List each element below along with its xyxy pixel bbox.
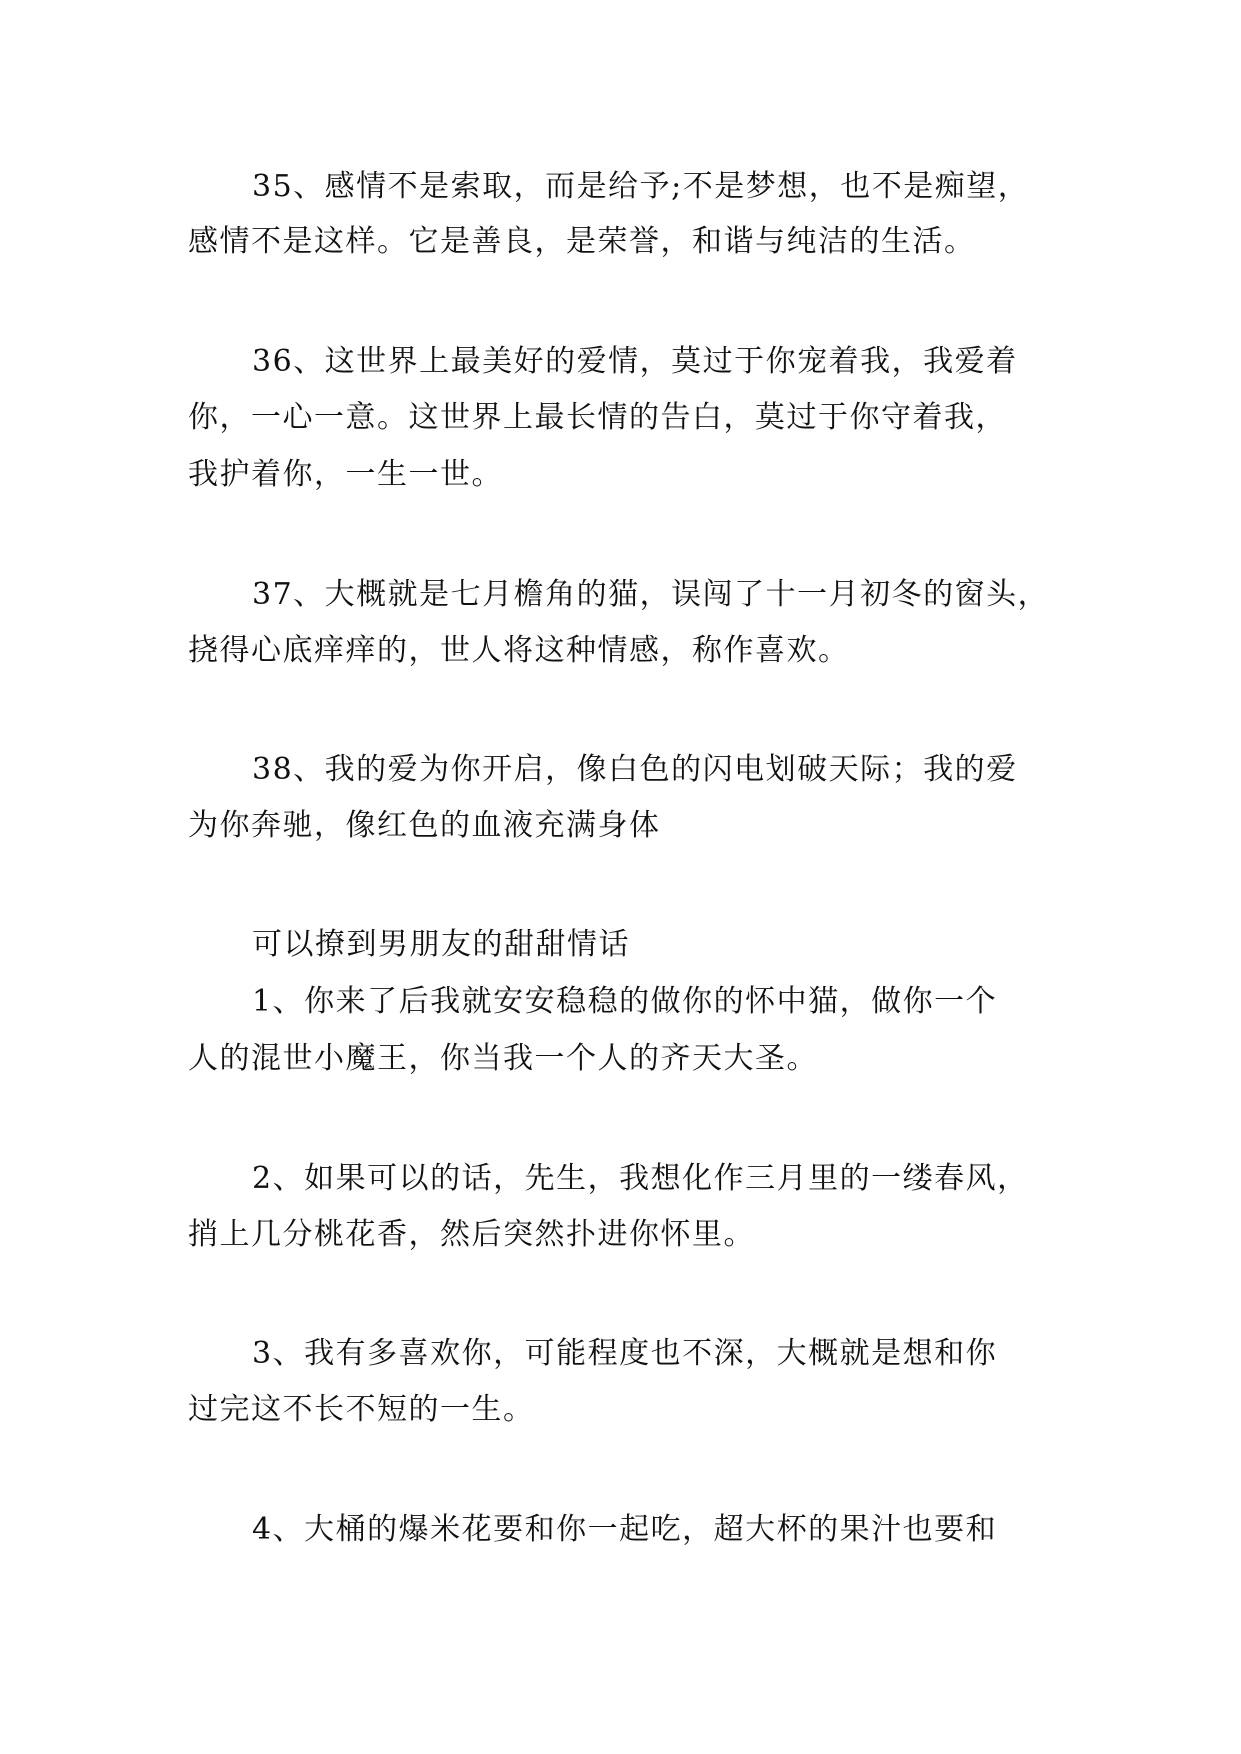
item-3-line-2: 过完这不长不短的一生。: [188, 1392, 535, 1427]
paragraph-38-line-1: 38、我的爱为你开启，像白色的闪电划破天际；我的爱: [252, 752, 1018, 787]
item-1-line-2: 人的混世小魔王，你当我一个人的齐天大圣。: [188, 1041, 818, 1076]
paragraph-36-line-2: 你，一心一意。这世界上最长情的告白，莫过于你守着我，: [188, 400, 1007, 435]
item-3-line-1: 3、我有多喜欢你，可能程度也不深，大概就是想和你: [252, 1336, 998, 1371]
paragraph-37-line-2: 挠得心底痒痒的，世人将这种情感，称作喜欢。: [188, 633, 850, 668]
paragraph-36-line-3: 我护着你，一生一世。: [188, 457, 503, 492]
paragraph-35-line-2: 感情不是这样。它是善良，是荣誉，和谐与纯洁的生活。: [188, 224, 976, 259]
section-heading: 可以撩到男朋友的甜甜情话: [252, 927, 630, 962]
item-2-line-1: 2、如果可以的话，先生，我想化作三月里的一缕春风，: [252, 1161, 1029, 1196]
item-4-line-1: 4、大桶的爆米花要和你一起吃，超大杯的果汁也要和: [252, 1512, 998, 1547]
paragraph-35-line-1: 35、感情不是索取，而是给予;不是梦想，也不是痴望，: [252, 169, 1030, 204]
paragraph-37-line-1: 37、大概就是七月檐角的猫，误闯了十一月初冬的窗头，: [252, 577, 1050, 612]
item-1-line-1: 1、你来了后我就安安稳稳的做你的怀中猫，做你一个: [252, 984, 998, 1019]
paragraph-36-line-1: 36、这世界上最美好的爱情，莫过于你宠着我，我爱着: [252, 344, 1018, 379]
item-2-line-2: 捎上几分桃花香，然后突然扑进你怀里。: [188, 1217, 755, 1252]
paragraph-38-line-2: 为你奔驰，像红色的血液充满身体: [188, 808, 661, 843]
